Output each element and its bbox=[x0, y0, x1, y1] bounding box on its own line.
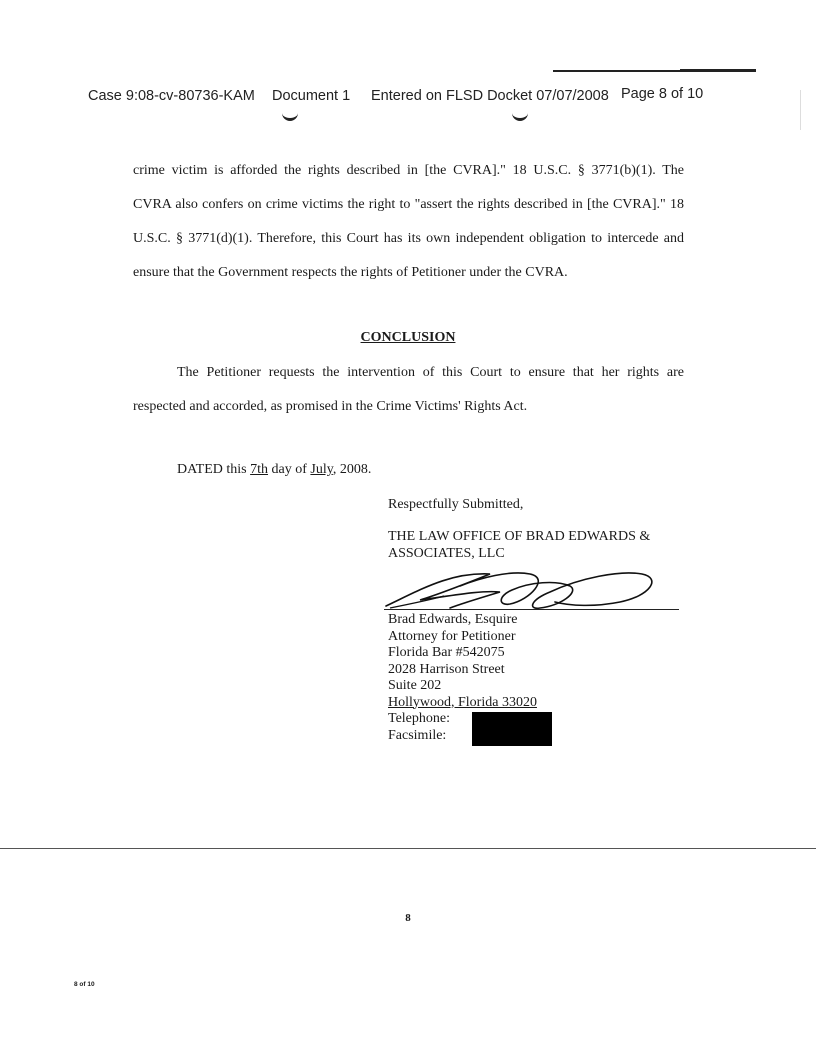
stamp-tick-mark bbox=[282, 112, 298, 121]
paragraph-cvra bbox=[133, 154, 684, 290]
header-entered: Entered on FLSD Docket 07/07/2008 bbox=[371, 88, 609, 104]
handwritten-signature bbox=[380, 560, 680, 616]
facsimile-label: Facsimile: bbox=[388, 727, 447, 743]
signature-block bbox=[388, 496, 678, 562]
redaction-box bbox=[472, 712, 552, 746]
text-line: CVRA also confers on crime victims the right to "assert the rights described in [the CVRA]." 18 bbox=[133, 197, 684, 212]
street-address: 2028 Harrison Street bbox=[388, 661, 505, 677]
city-state-zip: Hollywood, Florida 33020 bbox=[388, 694, 537, 710]
bar-number: Florida Bar #542075 bbox=[388, 645, 505, 660]
footer-rule bbox=[0, 848, 816, 849]
suite: Suite 202 bbox=[388, 678, 442, 693]
header-rule-thick bbox=[680, 69, 756, 72]
signature-line bbox=[384, 609, 679, 610]
dated-day: 7th bbox=[250, 462, 269, 477]
text-line: U.S.C. § 3771(d)(1). Therefore, this Court has its own independent obligation to intercede and bbox=[133, 231, 684, 246]
header-document: Document 1 bbox=[272, 88, 351, 104]
text-line: crime victim is afforded the rights described in [the CVRA]." 18 U.S.C. § 3771(b)(1). The bbox=[133, 163, 684, 178]
attorney-role: Attorney for Petitioner bbox=[388, 628, 516, 644]
closing: Respectfully Submitted, bbox=[388, 497, 524, 512]
text-line: The Petitioner requests the intervention of this Court to ensure that her rights are bbox=[177, 365, 684, 380]
scan-edge-mark bbox=[800, 90, 801, 130]
telephone-label: Telephone: bbox=[388, 711, 450, 726]
paragraph-conclusion bbox=[133, 356, 684, 424]
firm-name: THE LAW OFFICE OF BRAD EDWARDS & ASSOCIATES, LLC bbox=[388, 529, 651, 561]
text-line: ensure that the Government respects the rights of Petitioner under the CVRA. bbox=[133, 265, 568, 280]
footer-page-count: 8 of 10 bbox=[74, 981, 95, 988]
dated-line: DATED this 7th day of July, 2008. bbox=[177, 462, 372, 477]
conclusion-heading: CONCLUSION bbox=[360, 330, 456, 345]
header-case-number: Case 9:08-cv-80736-KAM bbox=[88, 88, 255, 104]
stamp-tick-mark bbox=[512, 112, 528, 121]
page-number: 8 bbox=[405, 912, 411, 924]
attorney-name: Brad Edwards, Esquire bbox=[388, 612, 518, 627]
dated-month: July bbox=[310, 462, 333, 477]
header-page: Page 8 of 10 bbox=[621, 86, 704, 102]
text-line: respected and accorded, as promised in the Crime Victims' Rights Act. bbox=[133, 399, 528, 414]
